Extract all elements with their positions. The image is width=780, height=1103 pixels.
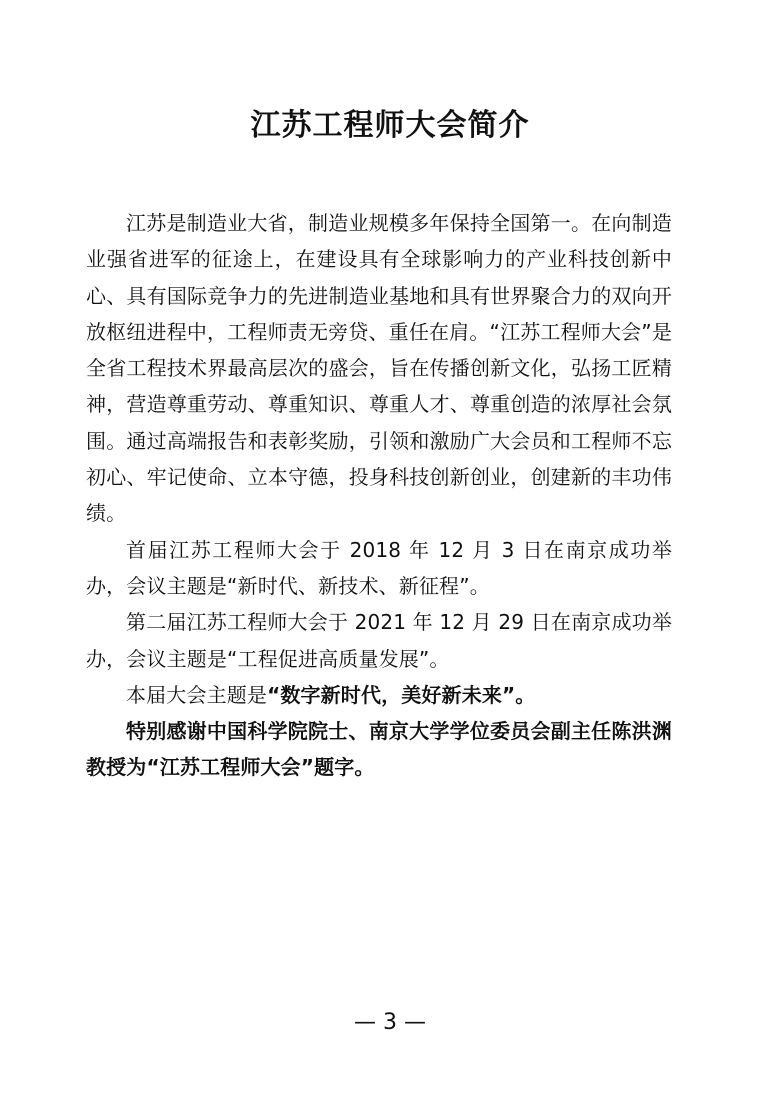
paragraph-first-conference: 首届江苏工程师大会于 2018 年 12 月 3 日在南京成功举办，会议主题是“新时代、新技术、新征程”。 [86, 537, 672, 598]
theme-text: “数字新时代，美好新未来”。 [267, 682, 536, 707]
paragraph-second-conference: 第二届江苏工程师大会于 2021 年 12 月 29 日在南京成功举办，会议主题是“工程促进高质量发展”。 [86, 610, 672, 671]
paragraph-acknowledgement: 特别感谢中国科学院院士、南京大学学位委员会副主任陈洪渊教授为“江苏工程师大会”题字。 [86, 719, 672, 780]
paragraph-introduction: 江苏是制造业大省，制造业规模多年保持全国第一。在向制造业强省进军的征途上，在建设具有全球影响力的产业科技创新中心、具有国际竞争力的先进制造业基地和具有世界聚合力的双向开放枢纽进程中，工程师责无旁贷、重任在肩。“江苏工程师大会”是全省工程技术界最高层次的盛会，旨在传播创新文化，弘扬工匠精神，营造尊重劳动、尊重知识、尊重人才、尊重创造的浓厚社会氛围。通过高端报告和表彰奖励，引领和激励广大会员和工程师不忘初心、牢记使命、立本守德，投身科技创新创业，创建新的丰功伟绩。 [86, 211, 672, 526]
page-number: — 3 — [354, 1010, 426, 1035]
document-body [86, 205, 672, 786]
theme-prefix: 本届大会主题是 [126, 682, 268, 707]
paragraph-current-theme [86, 677, 672, 713]
document-title: 江苏工程师大会简介 [250, 108, 530, 143]
